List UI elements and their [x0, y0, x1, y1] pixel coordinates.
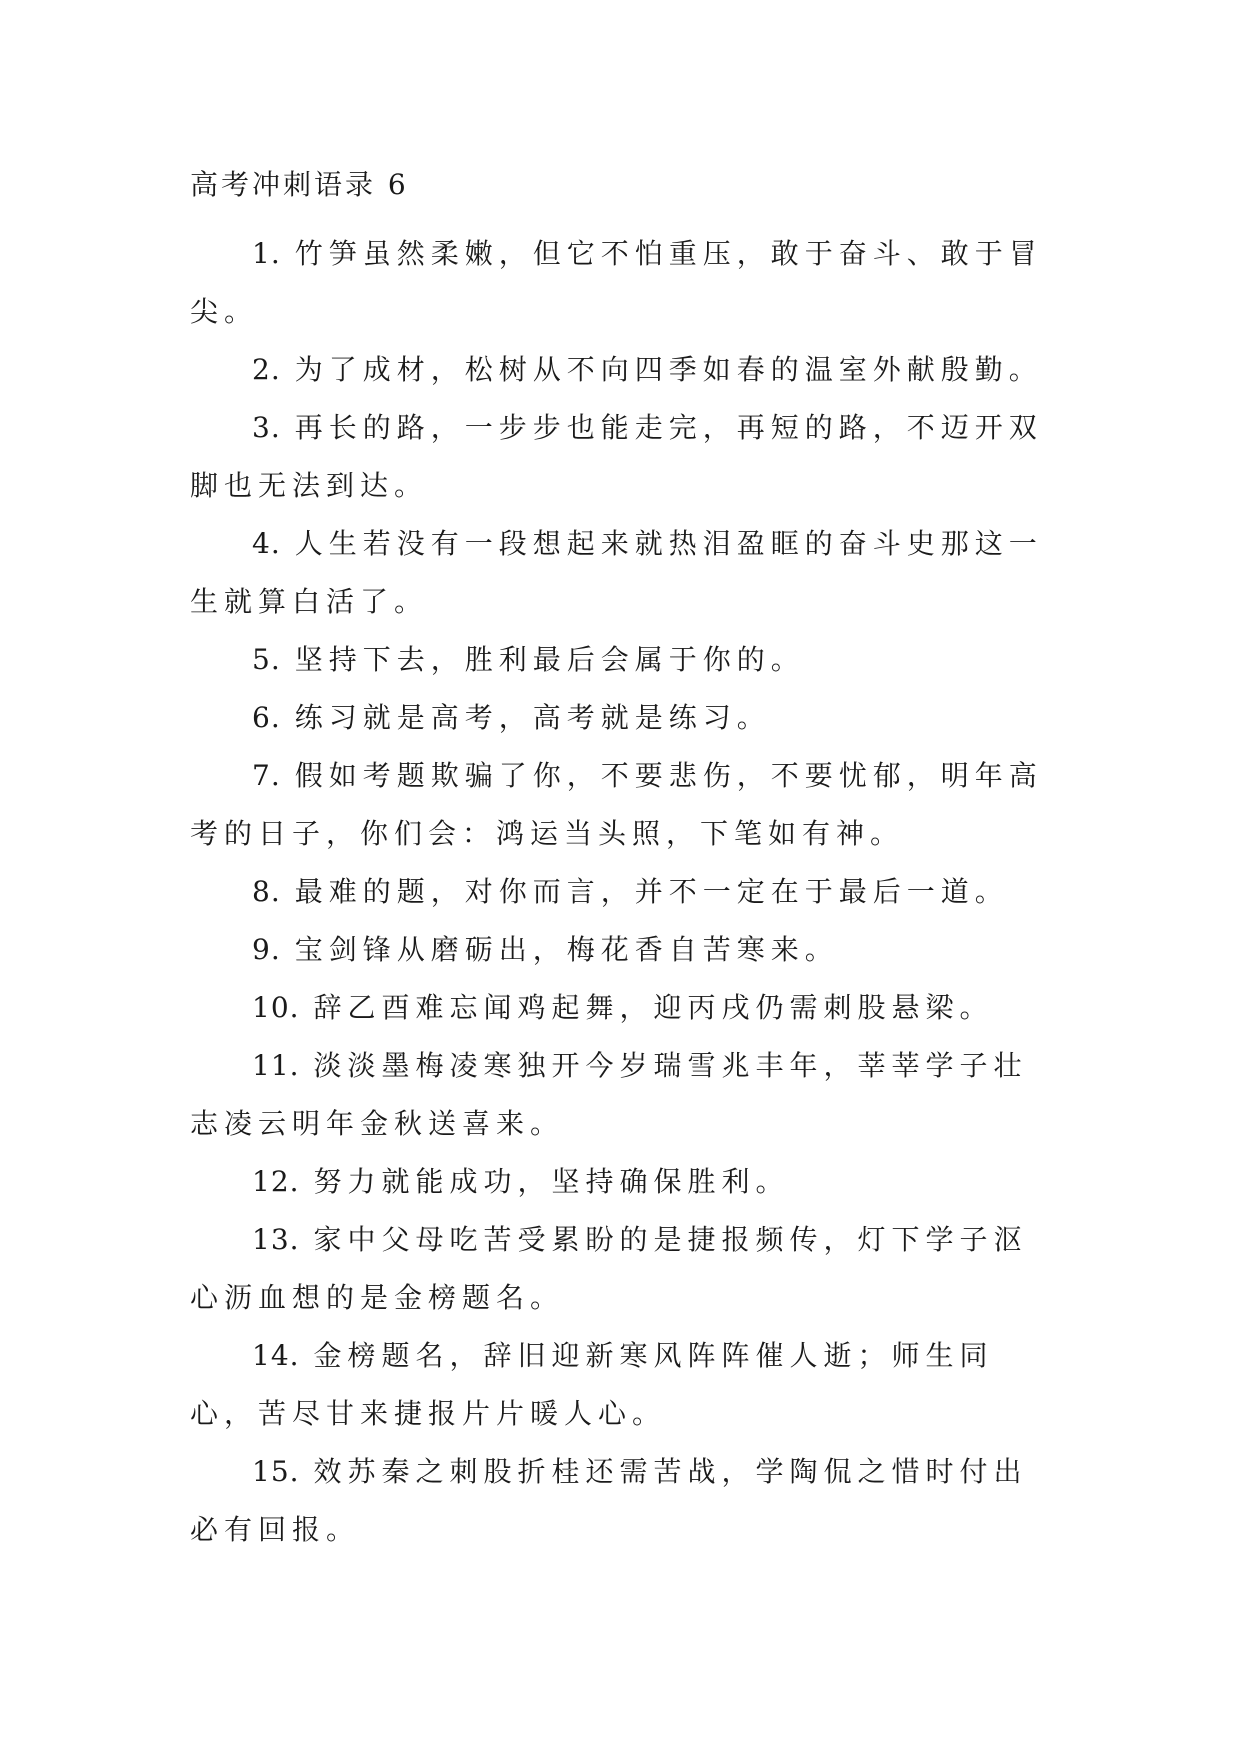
item-number: 15.: [252, 1455, 300, 1488]
list-item: [190, 341, 1052, 399]
item-text: 练习就是高考，高考就是练习。: [294, 701, 771, 734]
list-item: [190, 515, 1052, 631]
item-number: 8.: [252, 875, 281, 908]
list-item: [190, 979, 1052, 1037]
item-text: 最难的题，对你而言，并不一定在于最后一道。: [294, 875, 1009, 908]
item-number: 2.: [252, 353, 281, 386]
item-text: 坚持下去，胜利最后会属于你的。: [294, 643, 805, 676]
item-number: 13.: [252, 1223, 300, 1256]
list-item: [190, 1443, 1052, 1559]
item-number: 11.: [252, 1049, 300, 1082]
list-item: [190, 631, 1052, 689]
item-number: 3.: [252, 411, 281, 444]
document-title: 高考冲刺语录 6: [190, 168, 409, 201]
list-item: [190, 1037, 1052, 1153]
item-text: 人生若没有一段想起来就热泪盈眶的奋斗史那这一生就算白活了。: [190, 527, 1043, 618]
item-text: 宝剑锋从磨砺出，梅花香自苦寒来。: [294, 933, 839, 966]
item-text: 为了成材，松树从不向四季如春的温室外献殷勤。: [294, 353, 1043, 386]
list-item: [190, 689, 1052, 747]
list-item: [190, 225, 1052, 341]
item-number: 4.: [252, 527, 281, 560]
list-item: [190, 1153, 1052, 1211]
item-number: 12.: [252, 1165, 300, 1198]
list-item: [190, 1327, 1052, 1443]
item-number: 6.: [252, 701, 281, 734]
item-number: 1.: [252, 237, 281, 270]
item-text: 竹笋虽然柔嫩，但它不怕重压，敢于奋斗、敢于冒尖。: [190, 237, 1043, 328]
document-page: [190, 165, 1052, 1559]
item-number: 14.: [252, 1339, 300, 1372]
item-number: 9.: [252, 933, 281, 966]
item-number: 5.: [252, 643, 281, 676]
list-item: [190, 1211, 1052, 1327]
item-text: 金榜题名，辞旧迎新寒风阵阵催人逝；师生同心，苦尽甘来捷报片片暖人心。: [190, 1339, 994, 1430]
item-number: 10.: [252, 991, 300, 1024]
list-item: [190, 863, 1052, 921]
item-text: 效苏秦之刺股折桂还需苦战，学陶侃之惜时付出必有回报。: [190, 1455, 1028, 1546]
list-item: [190, 399, 1052, 515]
item-text: 淡淡墨梅凌寒独开今岁瑞雪兆丰年，莘莘学子壮志凌云明年金秋送喜来。: [190, 1049, 1028, 1140]
item-text: 家中父母吃苦受累盼的是捷报频传，灯下学子沤心沥血想的是金榜题名。: [190, 1223, 1028, 1314]
item-text: 努力就能成功，坚持确保胜利。: [313, 1165, 790, 1198]
item-number: 7.: [252, 759, 281, 792]
list-item: [190, 921, 1052, 979]
item-text: 再长的路，一步步也能走完，再短的路，不迈开双脚也无法到达。: [190, 411, 1043, 502]
item-text: 辞乙酉难忘闻鸡起舞，迎丙戌仍需刺股悬梁。: [313, 991, 994, 1024]
list-item: [190, 747, 1052, 863]
item-text: 假如考题欺骗了你，不要悲伤，不要忧郁，明年高考的日子，你们会：鸿运当头照，下笔如有神。: [190, 759, 1043, 850]
